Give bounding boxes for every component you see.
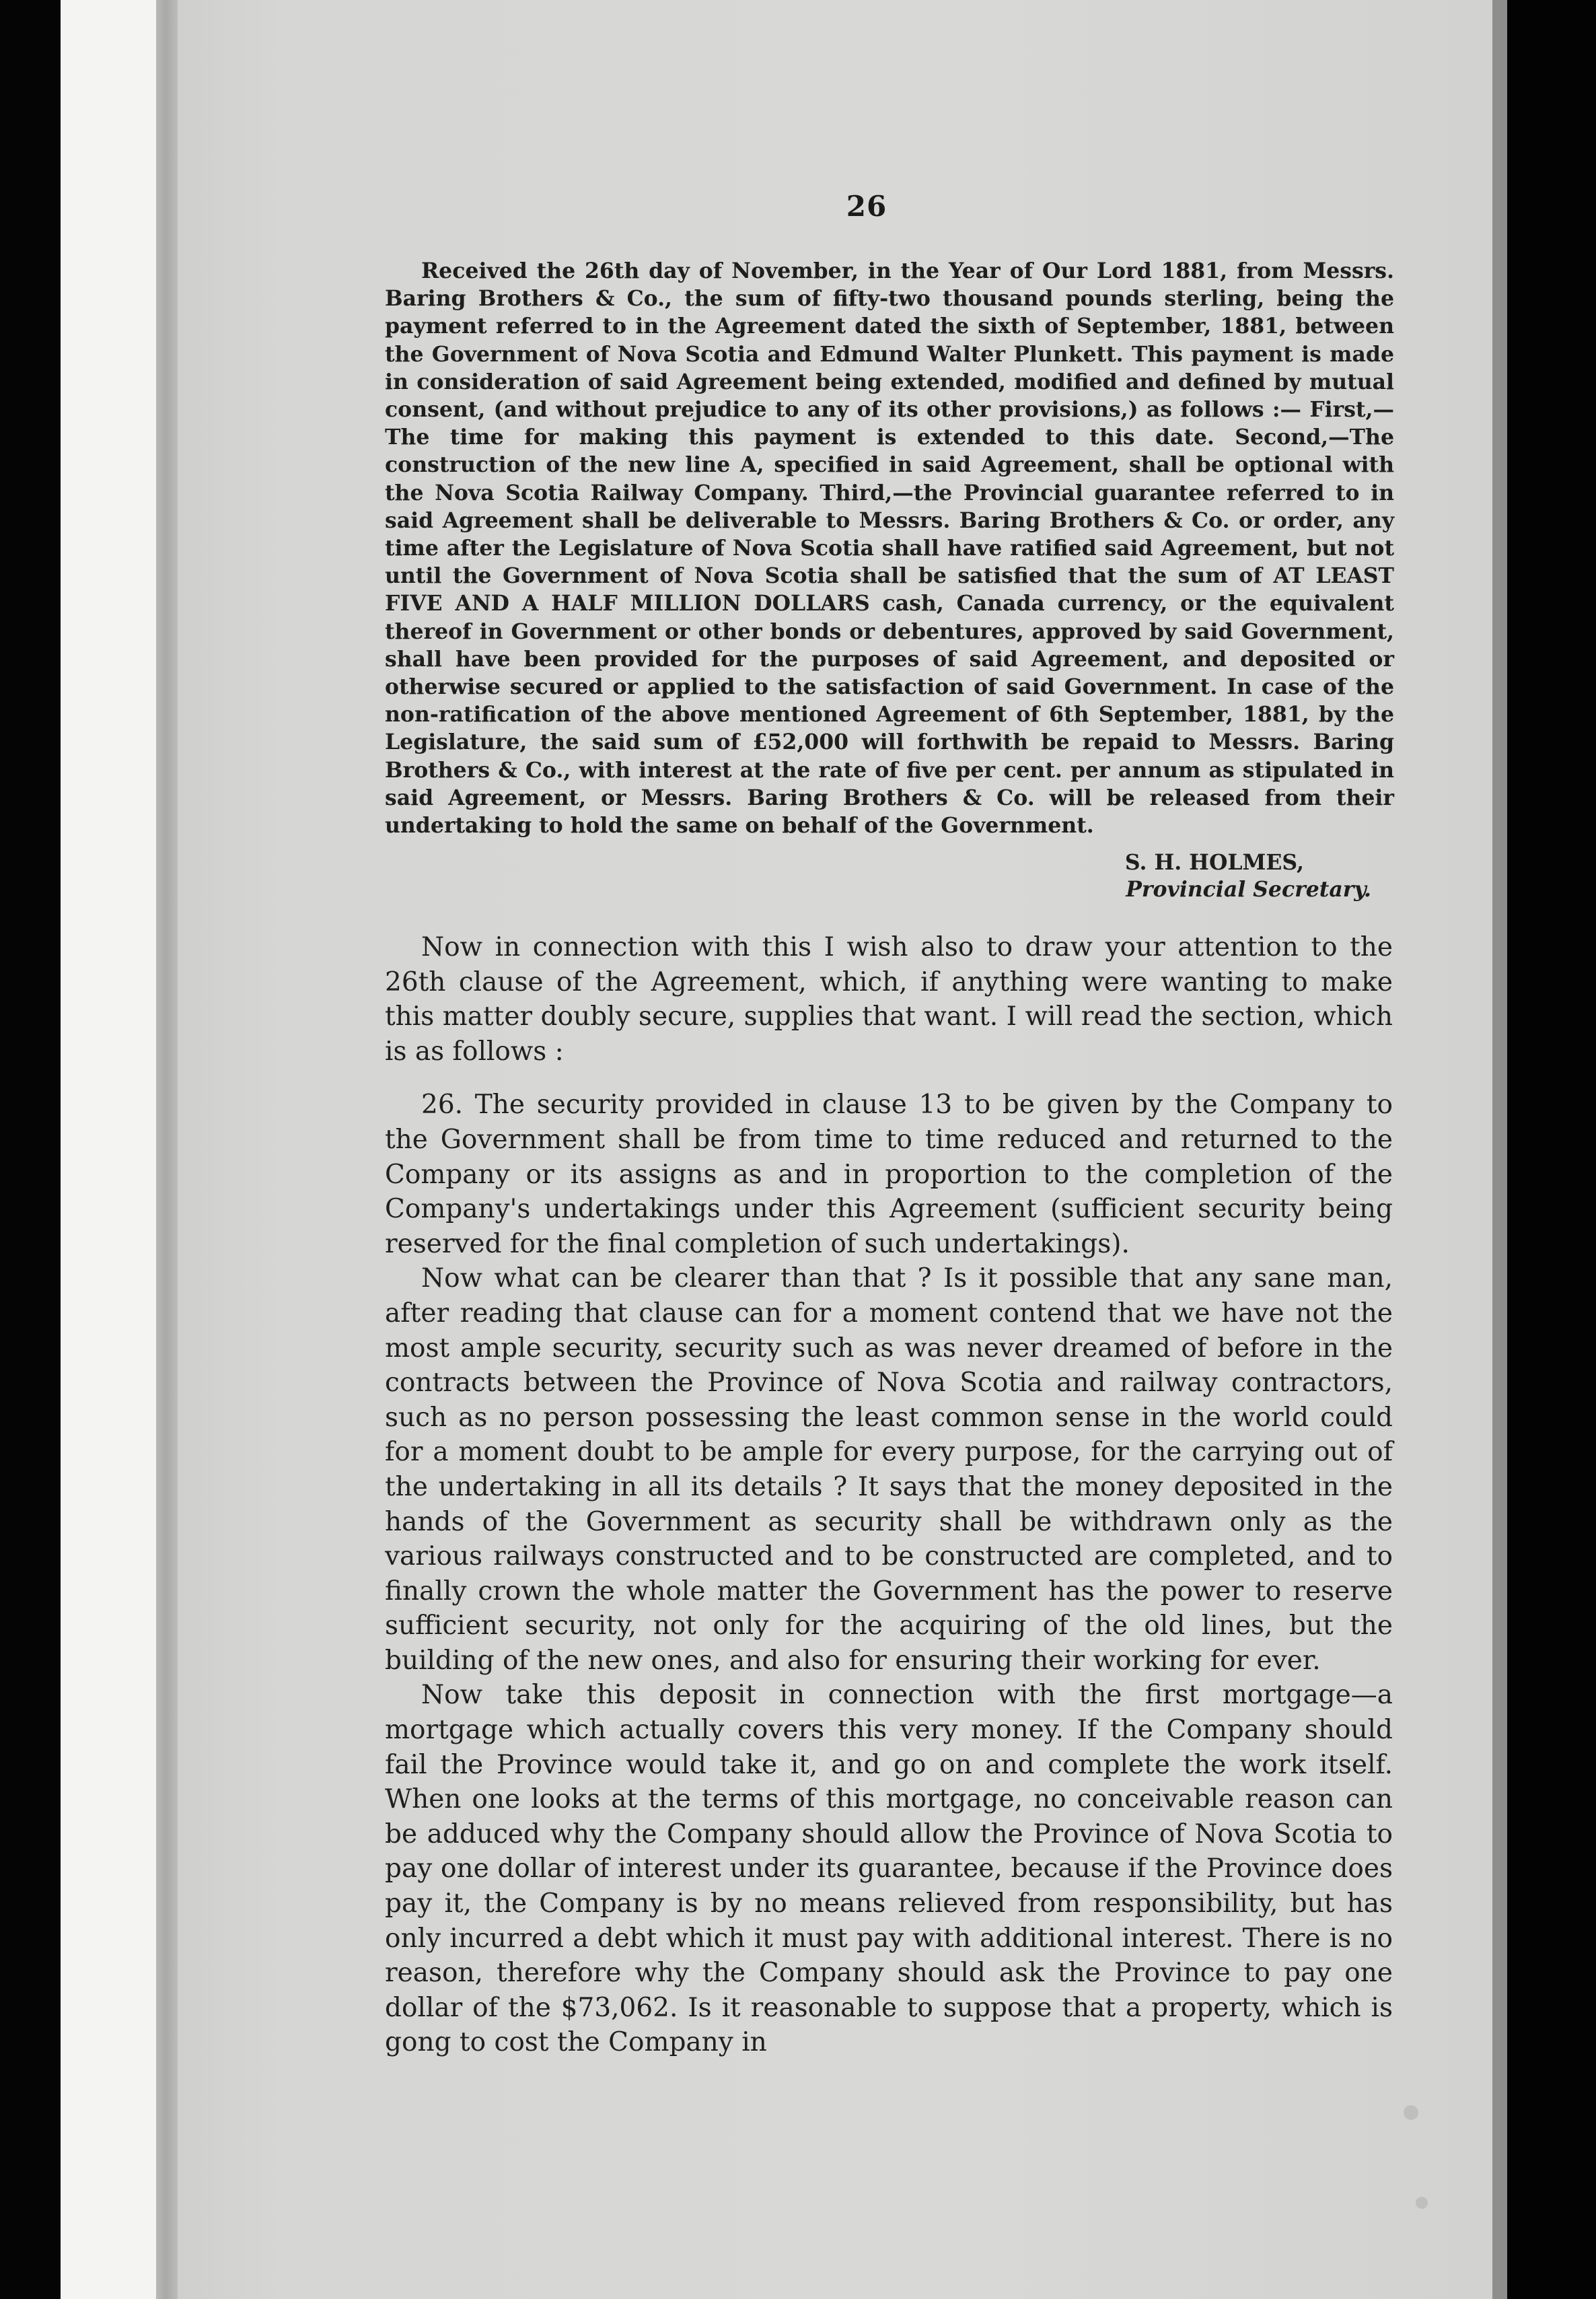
page-number: 26 — [846, 190, 887, 223]
paragraph-introduction: Now in connection with this I wish also to draw your attention to the 26th clause of the Agreement, which, if anything were wanting to make this matter doubly secure, supplies that want. I will read the section, which is as follows : — [385, 932, 1393, 1067]
paragraph-security-argument: Now what can be clearer than that ? Is it possible that any sane man, after reading that clause can for a moment contend that we have not the most ample security, security such as was never dreamed of before in the contracts between the Province of Nova Scotia and railway contractors, such as no person possessing the least common sense in the world could for a moment doubt to be ample for every purpose, for the carrying out of the undertaking in all its details ? It says that the money deposited in the hands of the Government as security shall be withdrawn only as the various railways constructed and to be constructed are completed, and to finally crown the whole matter the Government has the power to reserve sufficient security, not only for the acquiring of the old lines, but the building of the new ones, and also for ensuring their working for ever. — [385, 1263, 1393, 1676]
scan-speck — [1404, 2105, 1418, 2120]
page-right-edge — [1492, 0, 1507, 2299]
scan-border-right — [1507, 0, 1596, 2299]
scan-margin-white — [61, 0, 156, 2299]
signature-block — [385, 849, 1371, 903]
receipt-paragraph — [385, 257, 1394, 839]
page-binding-edge — [156, 0, 178, 2299]
receipt-text: Received the 26th day of November, in the Year of Our Lord 1881, from Messrs. Baring Brothers & Co., the sum of fifty-two thousand pounds sterling, being the payment referred to in the Agreement dated the sixth of September, 1881, between the Government of Nova Scotia and Edmund Walter Plunkett. This payment is made in consideration of said Agreement being extended, modified and defined by mutual consent, (and without prejudice to any of its other provisions,) as follows :— First,—The time for making this payment is extended to this date. Second,—The construction of the new line A, specified in said Agreement, shall be optional with the Nova Scotia Railway Company. Third,—the Provincial guarantee referred to in said Agreement shall be deliverable to Messrs. Baring Brothers & Co. or order, any time after the Legislature of Nova Scotia shall have ratified said Agreement, but not until the Government of Nova Scotia shall be satisfied that the sum of AT LEAST FIVE AND A HALF MILLION DOLLARS cash, Canada currency, or the equivalent thereof in Government or other bonds or debentures, approved by said Government, shall have been provided for the purposes of said Agreement, and deposited or otherwise secured or applied to the satisfaction of said Government. In case of the non-ratification of the above mentioned Agreement of 6th September, 1881, by the Legislature, the said sum of £52,000 will forthwith be repaid to Messrs. Baring Brothers & Co., with interest at the rate of five per cent. per annum as stipulated in said Agreement, or Messrs. Baring Brothers & Co. will be released from their undertaking to hold the same on behalf of the Government. — [385, 258, 1394, 839]
paragraph-clause-26: 26. The security provided in clause 13 to be given by the Company to the Government shall be from time to time reduced and returned to the Company or its assigns as and in proportion to the completion of the Company's undertakings under this Agreement (sufficient security being reserved for the final completion of such undertakings). — [385, 1090, 1393, 1259]
scan-border-left — [0, 0, 61, 2299]
body-text — [385, 930, 1393, 2060]
signatory-name: S. H. HOLMES, — [1124, 850, 1304, 875]
signatory-title: Provincial Secretary. — [1126, 877, 1371, 902]
paragraph-mortgage-argument: Now take this deposit in connection with the first mortgage—a mortgage which actually covers this very money. If the Company should fail the Province would take it, and go on and complete the work itself. When one looks at the terms of this mortgage, no conceivable reason can be adduced why the Company should allow the Province of Nova Scotia to pay one dollar of interest under its guarantee, because if the Province does pay it, the Company is by no means relieved from responsibility, but has only incurred a debt which it must pay with additional interest. There is no reason, therefore why the Company should ask the Province to pay one dollar of the $73,062. Is it reasonable to suppose that a property, which is gong to cost the Company in — [385, 1680, 1393, 2058]
scan-speck — [1416, 2197, 1428, 2209]
